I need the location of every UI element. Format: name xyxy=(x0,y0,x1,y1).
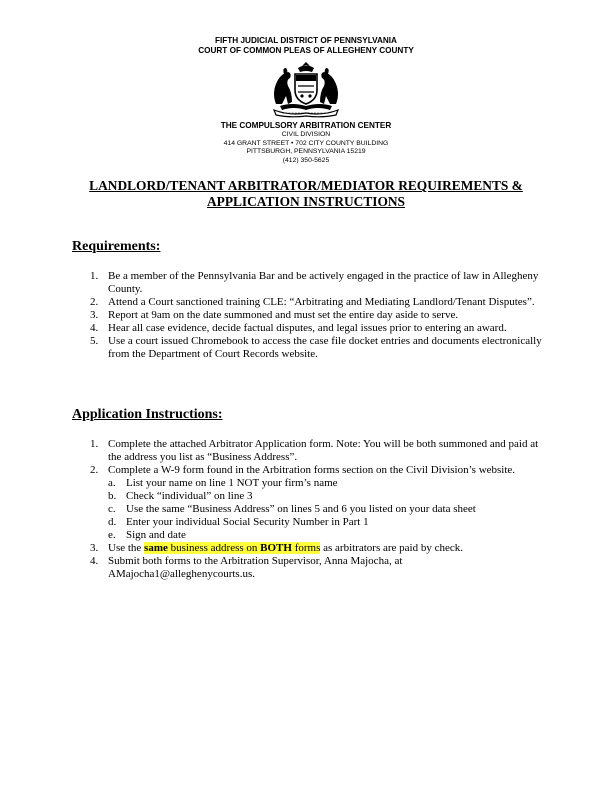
sub-list-item: b. Check “individual” on line 3 xyxy=(108,490,253,502)
sub-list-item: c. Use the same “Business Address” on lines 5 and 6 you listed on your data sheet xyxy=(108,503,476,515)
sub-list-item: d. Enter your individual Social Security Number in Part 1 xyxy=(108,516,369,528)
list-item: 2. Attend a Court sanctioned training CLE: “Arbitrating and Mediating Landlord/Tenant Disputes”. xyxy=(90,296,535,308)
district-name: FIFTH JUDICIAL DISTRICT OF PENNSYLVANIA xyxy=(215,36,397,45)
list-item: 1. Complete the attached Arbitrator Application form. Note: You will be both summoned and paid at the address you list as “Business Address”. xyxy=(90,438,539,463)
list-item: 3. Report at 9am on the date summoned and must set the entire day aside to serve. xyxy=(90,309,459,321)
phone-number: (412) 350-5625 xyxy=(282,156,330,164)
list-item: 1. Be a member of the Pennsylvania Bar and be actively engaged in the practice of law in Allegheny County. xyxy=(90,270,539,295)
requirements-heading: Requirements: xyxy=(72,239,161,254)
address-line-1: 414 GRANT STREET • 702 CITY COUNTY BUILDING xyxy=(223,139,389,147)
list-item: 4. Hear all case evidence, decide factual disputes, and legal issues prior to entering an award. xyxy=(90,322,507,334)
w9-instructions-sublist xyxy=(108,477,542,542)
division-name: CIVIL DIVISION xyxy=(281,131,331,138)
application-instructions-heading: Application Instructions: xyxy=(72,407,223,422)
highlighted-both: BOTH xyxy=(260,542,292,554)
center-name: THE COMPULSORY ARBITRATION CENTER xyxy=(220,121,392,130)
highlighted-same: same xyxy=(144,542,168,554)
address-line-2: PITTSBURGH, PENNSYLVANIA 15219 xyxy=(246,148,366,155)
list-item: 3. Use the same business address on BOTH forms as arbitrators are paid by check. xyxy=(90,542,464,554)
sub-list-item: a. List your name on line 1 NOT your firm’s name xyxy=(108,477,338,489)
list-item: 4. Submit both forms to the Arbitration Supervisor, Anna Majocha, at AMajocha1@alleghenycourts.us. xyxy=(90,555,403,580)
document-title-line-2: APPLICATION INSTRUCTIONS xyxy=(206,194,406,209)
sub-list-item: e. Sign and date xyxy=(108,529,186,541)
pennsylvania-seal-icon xyxy=(262,60,350,118)
document-title-line-1: LANDLORD/TENANT ARBITRATOR/MEDIATOR REQUIREMENTS & xyxy=(89,178,523,193)
list-item: 2. Complete a W-9 form found in the Arbitration forms section on the Civil Division’s website. a. List your name on line 1 NOT your firm’s name b. Check “individual” on line 3 c. Use the same “Business Address” on lines 5 and 6 you listed on your data sheet d. Enter your individual Social Security Number in Part 1 e. Sign and date xyxy=(72,464,542,542)
list-item: 5. Use a court issued Chromebook to access the case file docket entries and documents electronically from the Department of Court Records website. xyxy=(90,335,542,360)
requirements-list xyxy=(72,270,542,361)
application-instructions-list xyxy=(72,438,542,581)
court-name: COURT OF COMMON PLEAS OF ALLEGHENY COUNTY xyxy=(198,46,414,55)
